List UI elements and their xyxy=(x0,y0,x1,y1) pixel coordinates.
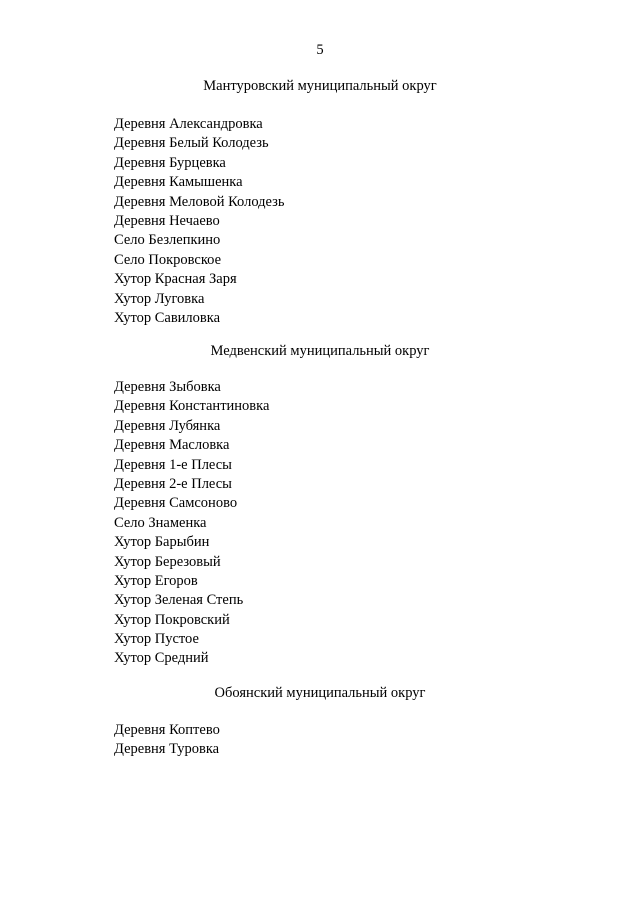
settlement-item: Деревня Самсоново xyxy=(114,495,238,512)
settlement-item: Хутор Барыбин xyxy=(114,534,210,551)
settlement-item: Хутор Березовый xyxy=(114,553,221,570)
section-title-manturovsky: Мантуровский муниципальный округ xyxy=(203,78,437,94)
settlement-list-medvensky xyxy=(114,378,269,669)
settlement-item: Хутор Егоров xyxy=(114,572,198,589)
settlement-item: Хутор Красная Заря xyxy=(114,271,237,288)
settlement-item: Деревня Зыбовка xyxy=(114,379,221,395)
settlement-item: Село Безлепкино xyxy=(114,232,221,249)
settlement-item: Деревня 1-е Плесы xyxy=(114,456,232,473)
section-title-medvensky: Медвенский муниципальный округ xyxy=(210,343,430,359)
settlement-item: Хутор Средний xyxy=(114,650,209,667)
settlement-item: Село Покровское xyxy=(114,251,222,268)
settlement-item: Деревня Коптево xyxy=(114,722,220,738)
settlement-item: Деревня Александровка xyxy=(114,116,263,132)
settlement-item: Село Знаменка xyxy=(114,514,207,531)
section-title-oboyansky: Обоянский муниципальный округ xyxy=(214,685,426,701)
settlement-item: Хутор Зеленая Степь xyxy=(114,592,244,609)
settlement-item: Деревня Меловой Колодезь xyxy=(114,193,285,210)
settlement-item: Хутор Луговка xyxy=(114,290,205,307)
settlement-list-manturovsky xyxy=(114,115,285,328)
settlement-item: Деревня Масловка xyxy=(114,437,230,454)
settlement-item: Деревня Нечаево xyxy=(114,212,220,229)
settlement-item: Деревня 2-е Плесы xyxy=(114,475,232,492)
settlement-item: Деревня Константиновка xyxy=(114,398,270,415)
settlement-item: Хутор Покровский xyxy=(114,611,230,628)
settlement-item: Деревня Лубянка xyxy=(114,417,221,434)
settlement-item: Деревня Туровка xyxy=(114,741,220,758)
settlement-item: Деревня Бурцевка xyxy=(114,154,226,171)
settlement-item: Хутор Савиловка xyxy=(114,309,221,326)
settlement-item: Хутор Пустое xyxy=(114,631,199,648)
settlement-list-oboyansky xyxy=(114,721,220,760)
page-number: 5 xyxy=(316,42,324,58)
settlement-item: Деревня Камышенка xyxy=(114,174,243,191)
settlement-item: Деревня Белый Колодезь xyxy=(114,135,269,152)
